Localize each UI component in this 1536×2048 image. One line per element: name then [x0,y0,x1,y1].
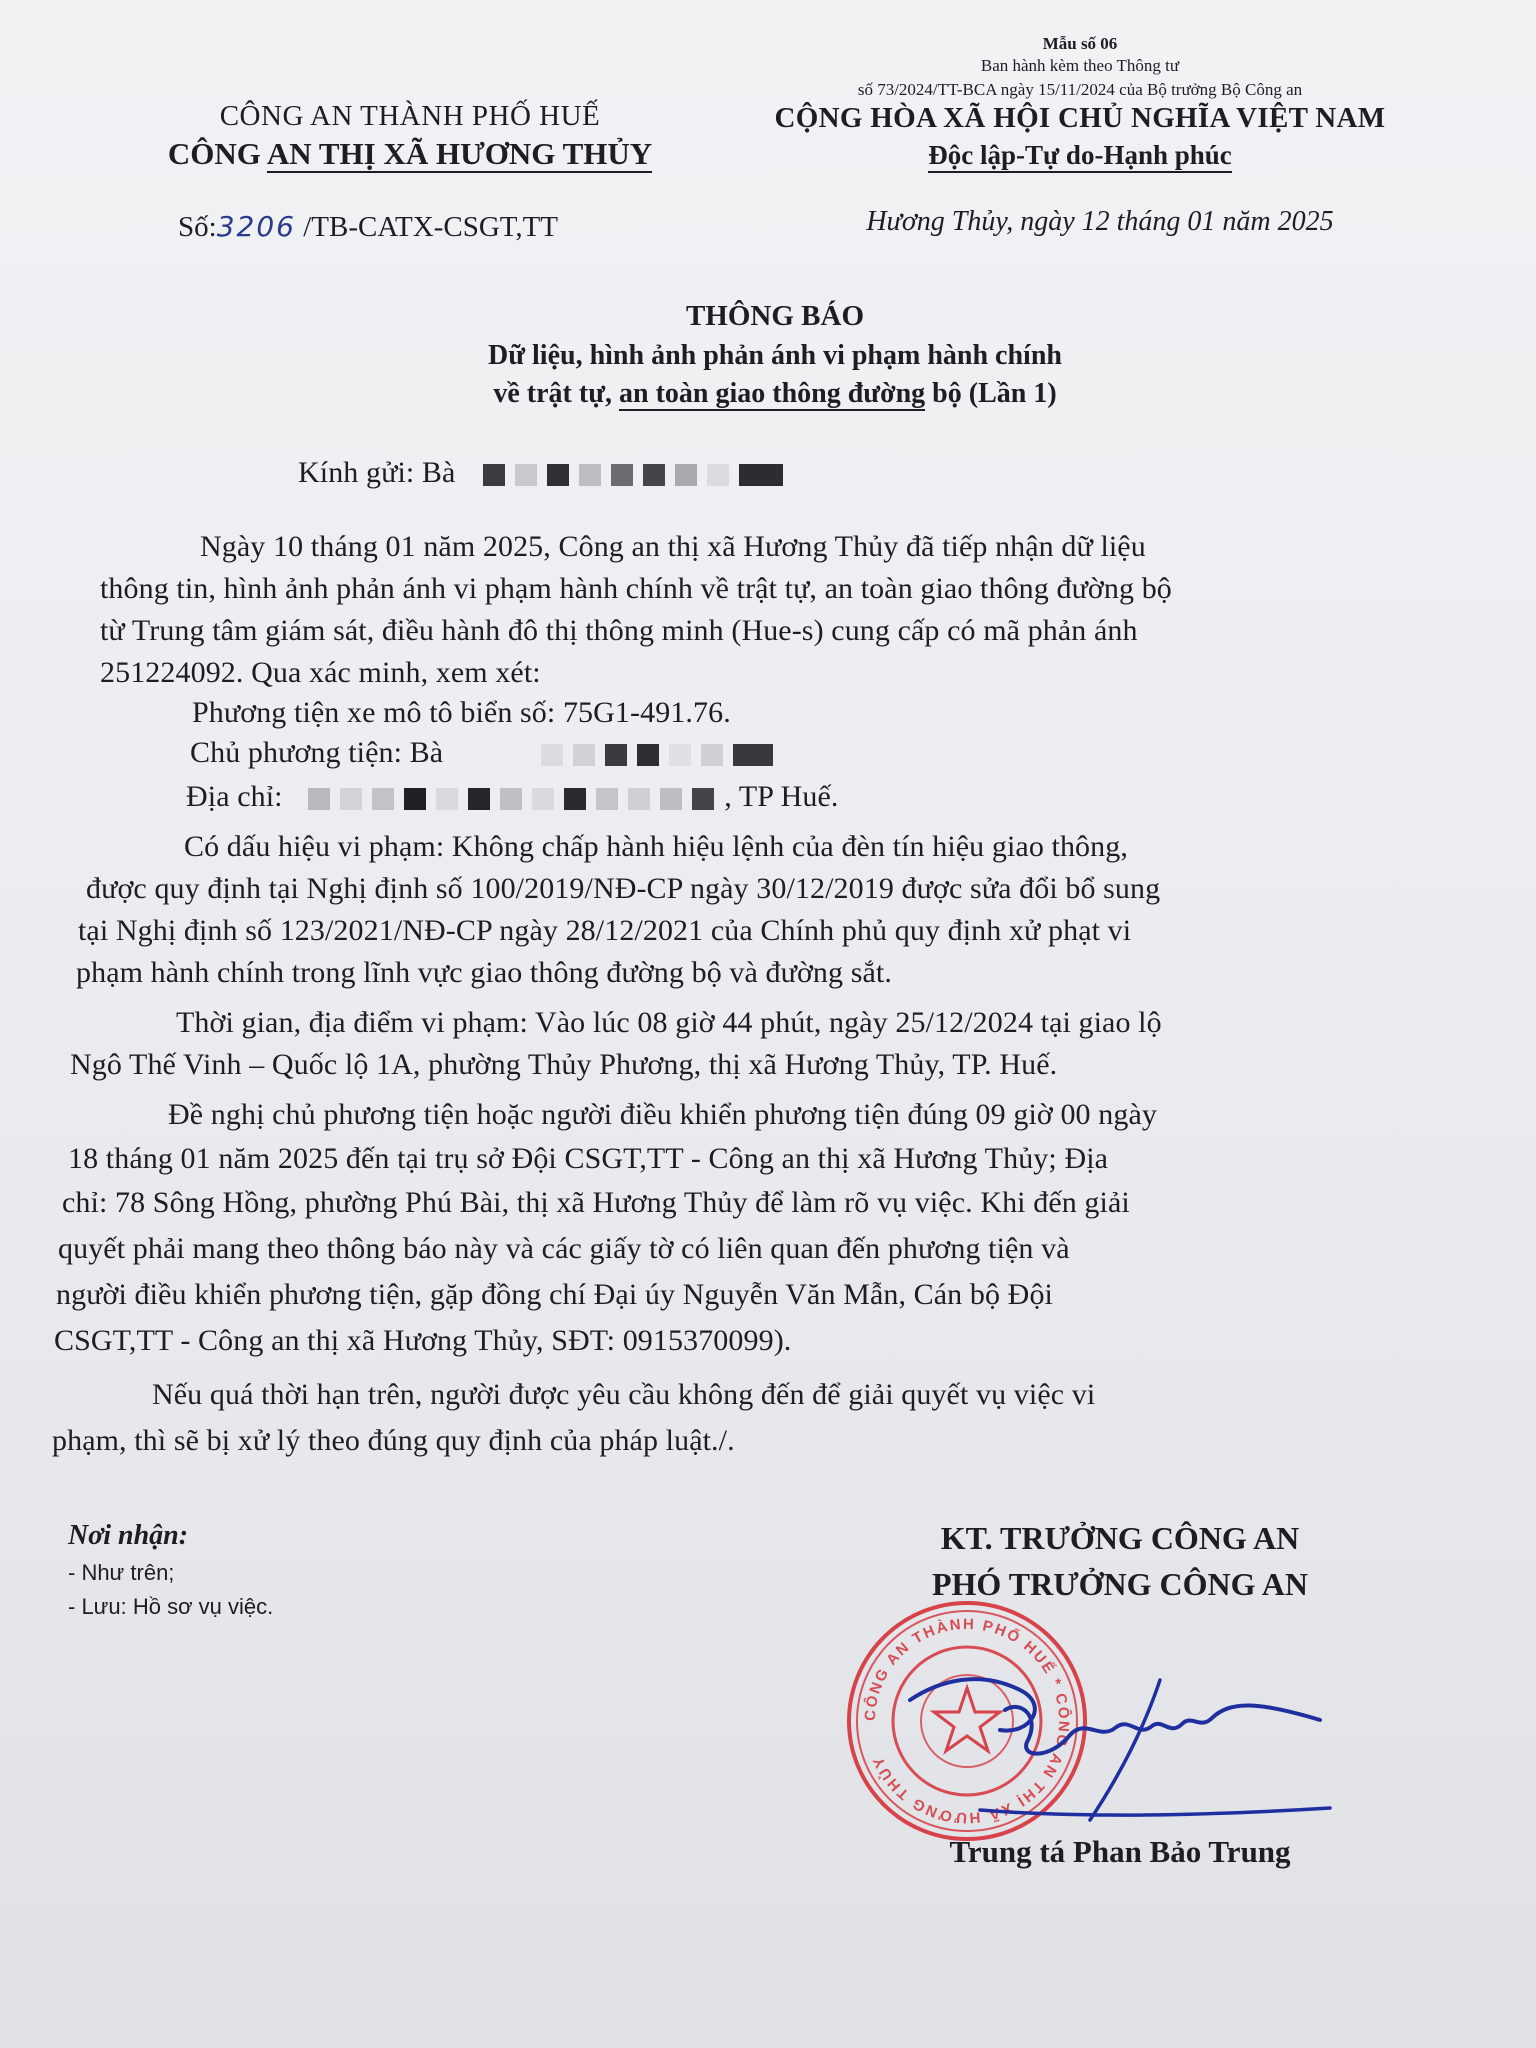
p3-line-2: Ngô Thế Vinh – Quốc lộ 1A, phường Thủy Phương, thị xã Hương Thủy, TP. Huế. [70,1048,1058,1081]
signer-role-2: PHÓ TRƯỞNG CÔNG AN [931,1566,1308,1602]
doc-number-label: Số: [178,211,217,243]
doc-number [178,210,558,244]
agency-name-prefix: CÔNG [167,136,267,171]
p4-line-6: CSGT,TT - Công an thị xã Hương Thủy, SĐT: 0915370099). [54,1324,792,1357]
motto [800,140,1360,171]
p5-line-1: Nếu quá thời hạn trên, người được yêu cầu không đến để giải quyết vụ việc vi [152,1378,1096,1411]
p1-line-1: Ngày 10 tháng 01 năm 2025, Công an thị xã Hương Thủy đã tiếp nhận dữ liệu [200,530,1146,563]
owner-label: Chủ phương tiện: Bà [190,736,444,769]
p4-line-5: người điều khiển phương tiện, gặp đồng chí Đại úy Nguyễn Văn Mẫn, Cán bộ Đội [56,1278,1053,1311]
doc-number-handwritten: 3206 [216,210,296,243]
signer-role-1: KT. TRƯỞNG CÔNG AN [940,1520,1300,1556]
owner-address [186,780,838,814]
p1-line-3: từ Trung tâm giám sát, điều hành đô thị thông minh (Hue-s) cung cấp có mã phản ánh [100,614,1138,647]
agency-name-underlined: AN THỊ XÃ HƯƠNG THỦY [266,136,653,171]
p2-line-2: được quy định tại Nghị định số 100/2019/NĐ-CP ngày 30/12/2019 được sửa đổi bổ sung [86,872,1161,905]
redacted-name [483,461,793,489]
place-date: Hương Thủy, ngày 12 tháng 01 năm 2025 [866,206,1334,237]
doc-subtitle-2 [250,378,1300,410]
recipients-item-1: - Như trên; [68,1560,175,1585]
p5-line-2: phạm, thì sẽ bị xử lý theo đúng quy định của pháp luật./. [52,1424,735,1457]
redacted-owner [541,741,783,769]
redacted-address [308,785,724,813]
agency-parent: CÔNG AN THÀNH PHỐ HUẾ [219,100,601,132]
signature-stroke-1 [910,1679,1320,1754]
recipient-greeting [298,456,793,490]
vehicle-owner [190,736,783,770]
signer-name: Trung tá Phan Bảo Trung [949,1834,1291,1869]
vehicle-plate: Phương tiện xe mô tô biển số: 75G1-491.76. [192,696,731,729]
subtitle-2-underlined: an toàn giao thông đường [619,378,926,409]
nation-name: CỘNG HÒA XÃ HỘI CHỦ NGHĨA VIỆT NAM [774,102,1386,134]
p4-line-1: Đề nghị chủ phương tiện hoặc người điều khiển phương tiện đúng 09 giờ 00 ngày [168,1098,1157,1131]
p1-line-2: thông tin, hình ảnh phản ánh vi phạm hành chính về trật tự, an toàn giao thông đường bộ [100,572,1172,605]
p4-line-3: chỉ: 78 Sông Hồng, phường Phú Bài, thị xã Hương Thủy để làm rõ vụ việc. Khi đến giải [62,1186,1130,1219]
p4-line-4: quyết phải mang theo thông báo này và các giấy tờ có liên quan đến phương tiện và [58,1232,1070,1265]
address-suffix: , TP Huế. [724,780,839,813]
subtitle-2-before: về trật tự, [493,378,619,409]
issued-line-2: số 73/2024/TT-BCA ngày 15/11/2024 của Bộ trưởng Bộ Công an [857,80,1303,99]
p4-line-2: 18 tháng 01 năm 2025 đến tại trụ sở Đội CSGT,TT - Công an thị xã Hương Thủy; Địa [68,1142,1109,1175]
p2-line-3: tại Nghị định số 123/2021/NĐ-CP ngày 28/12/2021 của Chính phủ quy định xử phạt vi [78,914,1132,947]
address-label: Địa chỉ: [186,780,283,813]
form-number: Mẫu số 06 [1042,34,1118,53]
doc-title: THÔNG BÁO [685,300,865,332]
p2-line-4: phạm hành chính trong lĩnh vực giao thông đường bộ và đường sắt. [76,956,892,989]
agency-name [100,136,720,172]
subtitle-2-after: bộ (Lần 1) [925,378,1057,409]
doc-number-suffix: /TB-CATX-CSGT,TT [303,211,559,243]
recipients-title: Nơi nhận: [68,1520,189,1551]
recipients-item-2: - Lưu: Hồ sơ vụ việc. [68,1594,274,1619]
issued-line-1: Ban hành kèm theo Thông tư [980,56,1180,75]
seal-text-path: CÔNG AN THÀNH PHỐ HUẾ * CÔNG AN THỊ XÃ HƯƠNG THỦY [861,1615,1073,1827]
p2-line-1: Có dấu hiệu vi phạm: Không chấp hành hiệu lệnh của đèn tín hiệu giao thông, [184,830,1128,863]
handwritten-signature [900,1640,1340,1840]
p3-line-1: Thời gian, địa điểm vi phạm: Vào lúc 08 giờ 44 phút, ngày 25/12/2024 tại giao lộ [176,1006,1162,1039]
motto-text: Độc lập-Tự do-Hạnh phúc [928,140,1232,173]
recipient-greeting-text: Kính gửi: Bà [298,456,456,489]
doc-subtitle-1: Dữ liệu, hình ảnh phản ánh vi phạm hành chính [488,340,1062,371]
p1-line-4: 251224092. Qua xác minh, xem xét: [100,656,541,689]
